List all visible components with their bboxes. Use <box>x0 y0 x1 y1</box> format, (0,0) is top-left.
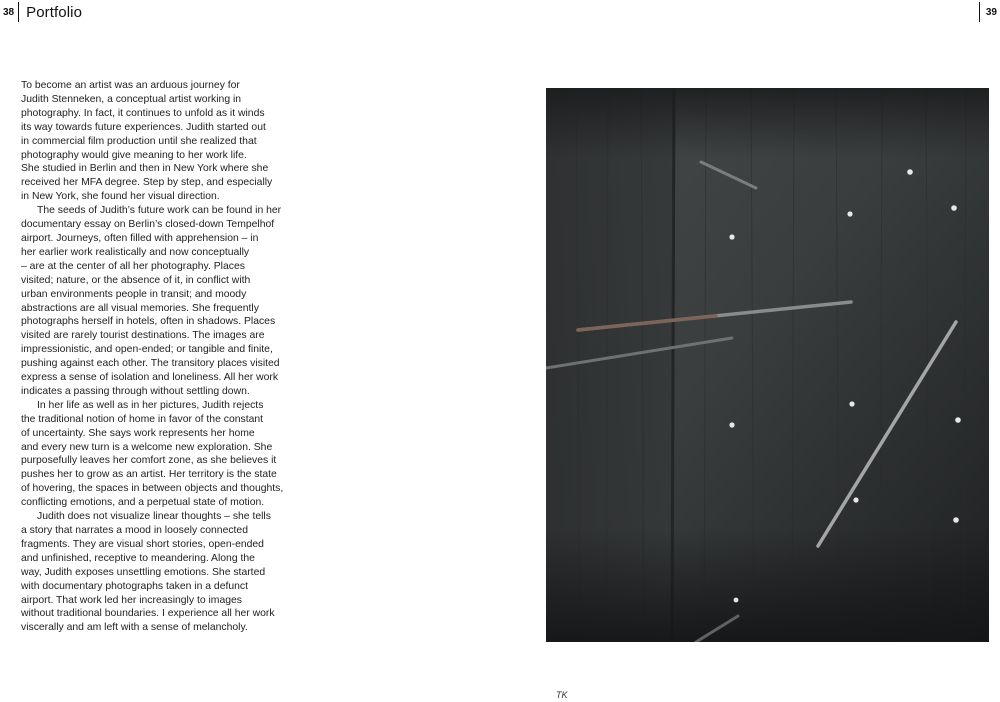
body-line: of hovering, the spaces in between objects and thoughts, <box>21 483 284 495</box>
body-line: in commercial film production until she realized that <box>21 135 257 147</box>
body-line: fragments. They are visual short stories, open-ended <box>21 538 264 550</box>
body-line: viscerally and am left with a sense of melancholy. <box>21 622 248 634</box>
body-line: the traditional notion of home in favor of the constant <box>21 413 264 425</box>
header-divider <box>979 2 980 22</box>
body-line: airport. That work led her increasingly to images <box>21 594 242 606</box>
paragraph-start-line: In her life as well as in her pictures, Judith rejects <box>37 399 264 411</box>
paragraph-start-line: Judith does not visualize linear thoughts – she tells <box>37 511 271 523</box>
paragraph-start-line: The seeds of Judith’s future work can be found in her <box>37 205 282 217</box>
body-line: She studied in Berlin and then in New York where she <box>21 163 269 175</box>
body-line: visited; nature, or the absence of it, in conflict with <box>21 274 251 286</box>
body-line: a story that narrates a mood in loosely connected <box>21 525 248 536</box>
body-line: photographs herself in hotels, often in shadows. Places <box>21 316 276 328</box>
left-page-header <box>0 2 82 22</box>
body-line: purposefully leaves her comfort zone, as she believes it <box>21 455 277 467</box>
body-line: documentary essay on Berlin’s closed-down Tempelhof <box>21 219 275 231</box>
body-line: and every new turn is a welcome new exploration. She <box>21 441 273 453</box>
photograph-rendering <box>546 88 989 642</box>
body-line: without traditional boundaries. I experience all her work <box>21 608 275 620</box>
section-title: Portfolio <box>26 3 83 21</box>
right-page-number: 39 <box>985 6 997 18</box>
body-line: in New York, she found her visual direction. <box>21 191 220 203</box>
body-line: – are at the center of all her photography. Places <box>21 260 245 272</box>
body-line: indicates a passing through without settling down. <box>21 385 250 397</box>
body-line: conflicting emotions, and a perpetual state of motion. <box>21 497 265 509</box>
body-line: visited are rarely tourist destinations. The images are <box>21 330 265 342</box>
right-page-header <box>979 2 997 22</box>
body-line: To become an artist was an arduous journey for <box>21 80 240 91</box>
body-line: express a sense of isolation and loneliness. All her work <box>21 372 279 384</box>
body-line: airport. Journeys, often filled with apprehension – in <box>21 232 259 244</box>
body-line: and unfinished, receptive to meandering. Along the <box>21 552 255 564</box>
header-divider <box>18 2 19 22</box>
body-line: way, Judith exposes unsettling emotions. She started <box>21 566 266 578</box>
body-line: her earlier work realistically and now conceptually <box>21 246 250 258</box>
photo-caption: TK <box>556 690 568 700</box>
concrete-wall-photograph <box>546 88 989 642</box>
body-line: Judith Stenneken, a conceptual artist working in <box>21 93 242 105</box>
body-line: of uncertainty. She says work represents her home <box>21 427 255 439</box>
body-line: pushing against each other. The transitory places visited <box>21 358 280 370</box>
body-line: its way towards future experiences. Judith started out <box>21 121 266 133</box>
article-body <box>21 79 293 635</box>
body-line: impressionistic, and open-ended; or tangible and finite, <box>21 344 273 356</box>
body-line: abstractions are all visual memories. She frequently <box>21 302 259 314</box>
body-line: pushes her to grow as an artist. Her territory is the state <box>21 469 277 481</box>
body-line: urban environments people in transit; and moody <box>21 288 247 300</box>
body-line: photography. In fact, it continues to unfold as it winds <box>21 107 265 119</box>
body-line: with documentary photographs taken in a defunct <box>21 580 249 592</box>
left-page-number: 38 <box>3 6 15 18</box>
body-line: photography would give meaning to her work life. <box>21 149 247 161</box>
body-line: received her MFA degree. Step by step, and especially <box>21 177 273 189</box>
